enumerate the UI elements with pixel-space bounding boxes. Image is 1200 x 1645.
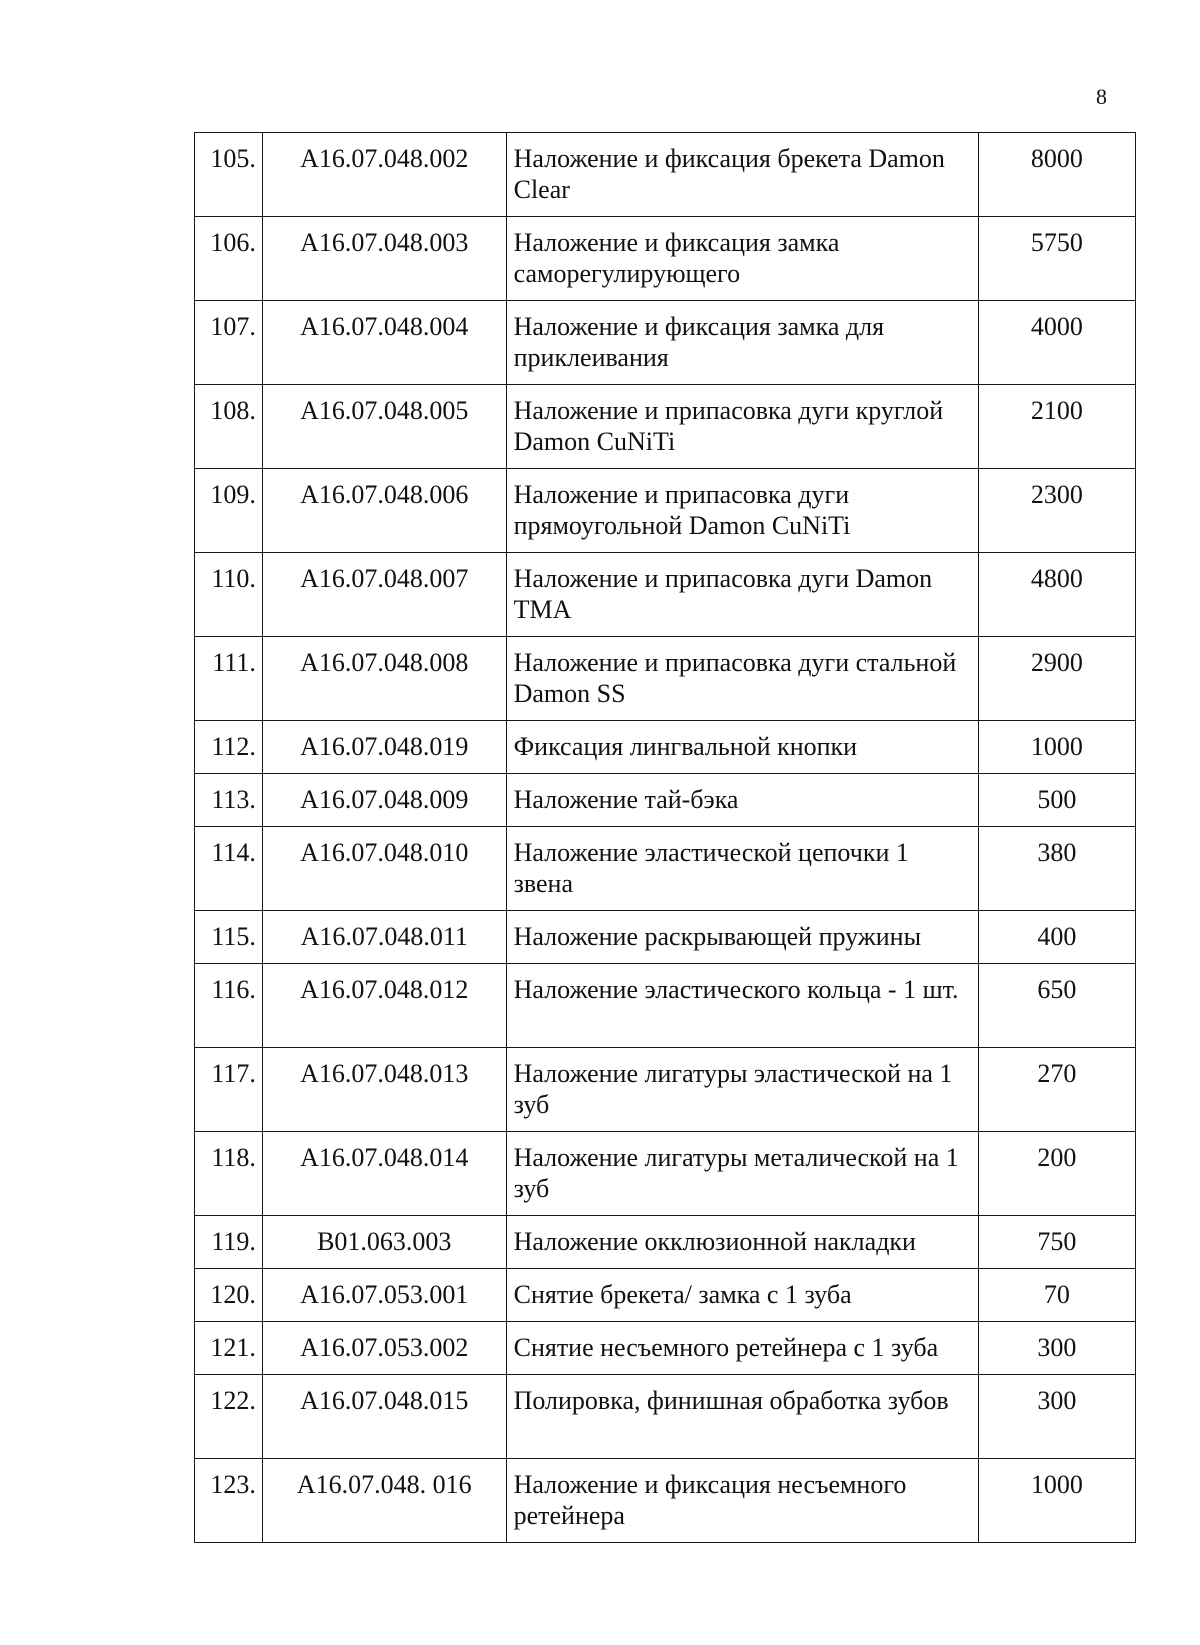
service-code-cell: A16.07.048.004 [262,301,506,385]
service-code-cell: A16.07.048.013 [262,1048,506,1132]
service-name-cell: Наложение окклюзионной накладки [506,1216,978,1269]
service-code-cell: A16.07.048.011 [262,911,506,964]
service-name-cell: Снятие несъемного ретейнера с 1 зуба [506,1322,978,1375]
table-row [195,964,1136,1048]
service-name-cell: Полировка, финишная обработка зубов [506,1375,978,1459]
service-code-cell: A16.07.048.005 [262,385,506,469]
row-number-cell: 108. [195,385,263,469]
row-number-cell: 109. [195,469,263,553]
price-cell: 750 [978,1216,1135,1269]
service-code-cell: A16.07.048.012 [262,964,506,1048]
row-number-cell: 117. [195,1048,263,1132]
service-code-cell: A16.07.048.015 [262,1375,506,1459]
row-number-cell: 111. [195,637,263,721]
row-number-cell: 122. [195,1375,263,1459]
price-cell: 8000 [978,133,1135,217]
service-name-cell: Наложение и фиксация замка для приклеивания [506,301,978,385]
service-code-cell: A16.07.048.006 [262,469,506,553]
service-code-cell: A16.07.053.002 [262,1322,506,1375]
row-number-cell: 116. [195,964,263,1048]
table-row [195,301,1136,385]
price-table-body [195,133,1136,1543]
row-number-cell: 121. [195,1322,263,1375]
row-number-cell: 119. [195,1216,263,1269]
table-row [195,1216,1136,1269]
row-number-cell: 112. [195,721,263,774]
service-code-cell: A16.07.048.007 [262,553,506,637]
table-row [195,1132,1136,1216]
service-code-cell: A16.07.053.001 [262,1269,506,1322]
row-number-cell: 105. [195,133,263,217]
table-row [195,1322,1136,1375]
price-cell: 400 [978,911,1135,964]
table-row [195,827,1136,911]
table-row [195,774,1136,827]
price-cell: 2300 [978,469,1135,553]
row-number-cell: 120. [195,1269,263,1322]
price-cell: 300 [978,1375,1135,1459]
service-name-cell: Наложение эластического кольца - 1 шт. [506,964,978,1048]
row-number-cell: 110. [195,553,263,637]
service-name-cell: Наложение эластической цепочки 1 звена [506,827,978,911]
price-cell: 200 [978,1132,1135,1216]
table-row [195,133,1136,217]
row-number-cell: 114. [195,827,263,911]
page-number: 8 [1096,84,1107,109]
price-cell: 650 [978,964,1135,1048]
service-name-cell: Наложение лигатуры металической на 1 зуб [506,1132,978,1216]
table-row [195,553,1136,637]
table-row [195,637,1136,721]
price-cell: 4800 [978,553,1135,637]
row-number-cell: 118. [195,1132,263,1216]
service-code-cell: A16.07.048.008 [262,637,506,721]
price-cell: 270 [978,1048,1135,1132]
table-row [195,1269,1136,1322]
service-code-cell: A16.07.048.010 [262,827,506,911]
table-row [195,911,1136,964]
service-name-cell: Наложение и припасовка дуги Damon TMA [506,553,978,637]
row-number-cell: 107. [195,301,263,385]
service-code-cell: A16.07.048.014 [262,1132,506,1216]
price-cell: 5750 [978,217,1135,301]
price-cell: 500 [978,774,1135,827]
price-cell: 4000 [978,301,1135,385]
service-name-cell: Наложение лигатуры эластической на 1 зуб [506,1048,978,1132]
table-row [195,469,1136,553]
service-name-cell: Фиксация лингвальной кнопки [506,721,978,774]
service-code-cell: A16.07.048.009 [262,774,506,827]
service-code-cell: B01.063.003 [262,1216,506,1269]
price-cell: 2100 [978,385,1135,469]
service-name-cell: Наложение раскрывающей пружины [506,911,978,964]
service-name-cell: Наложение и припасовка дуги круглой Damon CuNiTi [506,385,978,469]
service-name-cell: Наложение и фиксация брекета Damon Clear [506,133,978,217]
table-row [195,385,1136,469]
row-number-cell: 106. [195,217,263,301]
price-table [194,132,1136,1543]
price-cell: 380 [978,827,1135,911]
service-name-cell: Наложение и фиксация несъемного ретейнера [506,1459,978,1543]
service-code-cell: A16.07.048.019 [262,721,506,774]
price-cell: 300 [978,1322,1135,1375]
table-row [195,217,1136,301]
service-name-cell: Наложение тай-бэка [506,774,978,827]
service-name-cell: Наложение и припасовка дуги прямоугольной Damon CuNiTi [506,469,978,553]
price-cell: 1000 [978,1459,1135,1543]
service-name-cell: Наложение и фиксация замка саморегулирующего [506,217,978,301]
service-code-cell: A16.07.048.002 [262,133,506,217]
service-code-cell: A16.07.048. 016 [262,1459,506,1543]
table-row [195,1375,1136,1459]
row-number-cell: 113. [195,774,263,827]
table-row [195,721,1136,774]
table-row [195,1048,1136,1132]
price-cell: 2900 [978,637,1135,721]
row-number-cell: 123. [195,1459,263,1543]
service-code-cell: A16.07.048.003 [262,217,506,301]
price-cell: 1000 [978,721,1135,774]
price-cell: 70 [978,1269,1135,1322]
row-number-cell: 115. [195,911,263,964]
service-name-cell: Наложение и припасовка дуги стальной Damon SS [506,637,978,721]
table-row [195,1459,1136,1543]
service-name-cell: Снятие брекета/ замка с 1 зуба [506,1269,978,1322]
